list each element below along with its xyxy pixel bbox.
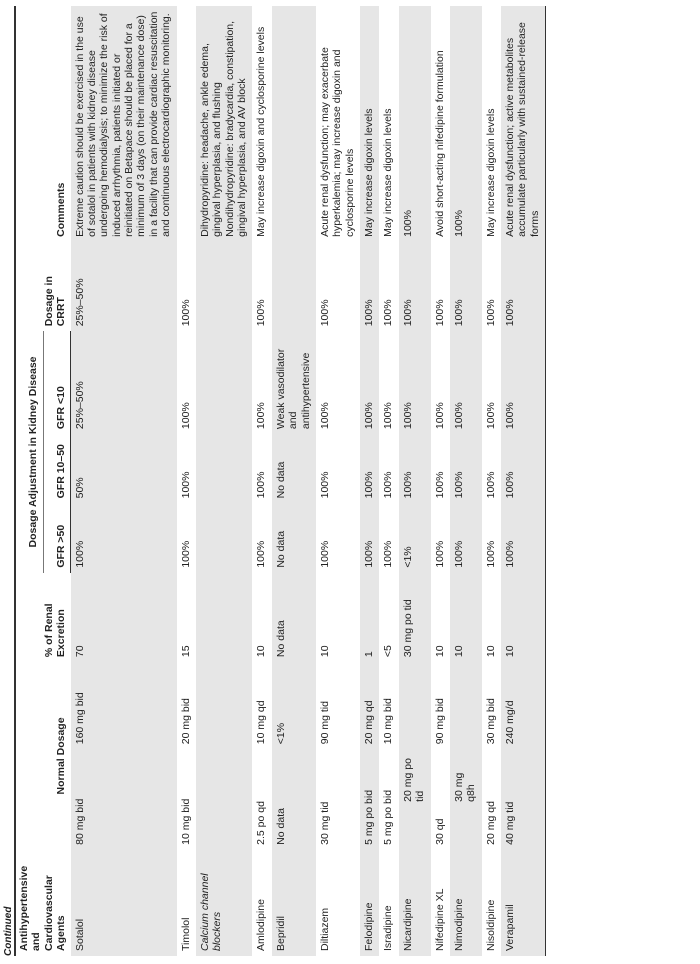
crrt-cell: 100% xyxy=(399,242,431,331)
gfr-gt50-cell: 100% xyxy=(255,540,268,568)
comment-cell: May increase digoxin levels xyxy=(360,6,379,242)
comment-cell: Avoid short-acting nifedipine formulation xyxy=(433,50,446,237)
gfr-lt10-cell: 100% xyxy=(399,331,431,434)
dosage-low-cell: 5 mg po bid xyxy=(382,789,395,845)
dosage-low-cell: 10 mg bid xyxy=(179,798,192,845)
dosage-low-cell: 40 mg tid xyxy=(501,749,546,850)
renal-excretion-cell: 10 xyxy=(484,645,497,658)
header-crrt: Dosage in CRRT xyxy=(15,242,71,331)
crrt-cell: 100% xyxy=(318,299,331,327)
renal-excretion-cell: 15 xyxy=(179,645,192,658)
comment-cell: 100% xyxy=(399,6,431,242)
comment-cell: May increase digoxin levels xyxy=(484,108,497,237)
gfr-lt10-cell: 100% xyxy=(501,331,546,434)
gfr-gt50-cell: 100% xyxy=(318,540,331,568)
renal-excretion-cell: No data xyxy=(272,573,316,662)
gfr-gt50-cell: 100% xyxy=(382,540,395,568)
table-row xyxy=(316,6,360,956)
gfr-10-50-cell: 100% xyxy=(318,471,331,499)
gfr-lt10-cell: Weak vasodilator and antihypertensive xyxy=(272,331,316,434)
agent-cell: Bepridil xyxy=(272,850,316,956)
dosage-low-cell: 5 mg po bid xyxy=(360,749,379,850)
header-renal-excretion: % of Renal Excretion xyxy=(15,573,71,662)
renal-excretion-cell: <5 xyxy=(382,645,395,658)
agent-cell: Calcium channel blockers xyxy=(196,850,253,956)
gfr-10-50-cell: 100% xyxy=(255,471,268,499)
gfr-lt10-cell xyxy=(196,331,253,434)
gfr-10-50-cell: No data xyxy=(272,434,316,503)
header-gfr-lt10: GFR <10 xyxy=(43,331,70,434)
gfr-lt10-cell: 100% xyxy=(179,402,192,430)
crrt-cell: 100% xyxy=(450,242,482,331)
dosage-high-cell: 10 mg bid xyxy=(382,698,395,745)
table-row xyxy=(431,6,450,956)
renal-excretion-cell: 10 xyxy=(318,645,331,658)
dosage-high-cell: 20 mg bid xyxy=(179,698,192,745)
table-row xyxy=(252,6,271,956)
gfr-gt50-cell: No data xyxy=(272,503,316,572)
gfr-gt50-cell: 100% xyxy=(501,503,546,572)
agent-cell: Amlodipine xyxy=(255,899,268,951)
table-body xyxy=(71,6,546,956)
gfr-10-50-cell: 50% xyxy=(71,434,177,503)
table-row xyxy=(71,6,177,956)
dosage-high-cell: 90 mg tid xyxy=(318,701,331,745)
crrt-cell xyxy=(196,242,253,331)
comment-cell: Dihydropyridine: headache, ankle edema, gingival hyperplasia, and flushing Nondihydropyridine: bradycardia, constipation, gingival hyperplasia, and AV block xyxy=(196,6,253,242)
dosage-high-cell: 20 mg qd xyxy=(360,662,379,749)
agent-cell: Nisoldipine xyxy=(484,899,497,951)
gfr-10-50-cell: 100% xyxy=(501,434,546,503)
dosage-low-cell: No data xyxy=(272,749,316,850)
comment-cell: Acute renal dysfunction; may exacerbate hyperkalemia; may increase digoxin and cyclosporine levels xyxy=(318,47,356,237)
gfr-10-50-cell: 100% xyxy=(450,434,482,503)
crrt-cell: 100% xyxy=(179,299,192,327)
gfr-10-50-cell: 100% xyxy=(360,434,379,503)
table-row xyxy=(272,6,316,956)
agent-cell: Diltiazem xyxy=(318,907,331,951)
table-row xyxy=(196,6,253,956)
table-row xyxy=(399,6,431,956)
table-row xyxy=(379,6,398,956)
comment-cell: 100% xyxy=(450,6,482,242)
table-row xyxy=(450,6,482,956)
table-row xyxy=(177,6,196,956)
gfr-gt50-cell: 100% xyxy=(360,503,379,572)
gfr-gt50-cell: 100% xyxy=(71,503,177,572)
dosage-table xyxy=(14,6,546,956)
crrt-cell: 100% xyxy=(382,299,395,327)
renal-excretion-cell: 70 xyxy=(71,573,177,662)
table-row xyxy=(501,6,546,956)
crrt-cell: 100% xyxy=(255,299,268,327)
crrt-cell: 100% xyxy=(360,242,379,331)
header-gfr-gt50: GFR >50 xyxy=(43,503,70,572)
comment-cell: May increase digoxin levels xyxy=(382,108,395,237)
dosage-high-cell: 240 mg/d xyxy=(501,662,546,749)
gfr-10-50-cell xyxy=(196,434,253,503)
renal-excretion-cell: 10 xyxy=(433,645,446,658)
gfr-lt10-cell: 100% xyxy=(382,402,395,430)
dosage-high-cell xyxy=(450,662,482,749)
dosage-low-cell: 30 mg tid xyxy=(318,801,331,845)
comment-cell: Acute renal dysfunction; active metabolites accumulate particularly with sustained-release forms xyxy=(501,6,546,242)
gfr-10-50-cell: 100% xyxy=(399,434,431,503)
dosage-high-cell: <1% xyxy=(272,662,316,749)
dosage-high-cell: 160 mg bid xyxy=(71,662,177,749)
gfr-lt10-cell: 100% xyxy=(360,331,379,434)
renal-excretion-cell: 10 xyxy=(255,645,268,658)
agent-cell: Verapamil xyxy=(501,850,546,956)
comment-cell xyxy=(272,6,316,242)
comment-cell: Extreme caution should be exercised in the use of sotalol in patients with kidney disease undergoing hemodialysis; to minimize the risk of induced arrhythmia, patients initiated or reinitiated on Betapace should be placed for a minimum of 3 days (on their maintenance dose) in a facility that can provide cardiac resuscitation and continuous electrocardiographic monitoring. xyxy=(71,6,177,242)
header-agents: Antihypertensive and Cardiovascular Agents xyxy=(15,850,71,956)
dosage-high-cell: 30 mg bid xyxy=(484,698,497,745)
gfr-10-50-cell: 100% xyxy=(382,471,395,499)
crrt-cell: 100% xyxy=(501,242,546,331)
table-row xyxy=(482,6,501,956)
gfr-lt10-cell: 25%–50% xyxy=(71,331,177,434)
gfr-lt10-cell: 100% xyxy=(318,402,331,430)
gfr-lt10-cell: 100% xyxy=(484,402,497,430)
crrt-cell: 100% xyxy=(484,299,497,327)
crrt-cell: 100% xyxy=(433,299,446,327)
crrt-cell: 25%–50% xyxy=(71,242,177,331)
agent-cell: Nicardipine xyxy=(399,850,431,956)
agent-cell: Timolol xyxy=(179,917,192,951)
dosage-low-cell: 30 qd xyxy=(433,818,446,845)
dosage-high-cell xyxy=(399,662,431,749)
dosage-low-cell: 2.5 po qd xyxy=(255,801,268,845)
dosage-low-cell: 80 mg bid xyxy=(71,749,177,850)
header-comments: Comments xyxy=(15,6,71,242)
header-dosage-adjustment: Dosage Adjustment in Kidney Disease xyxy=(15,331,43,572)
renal-excretion-cell: 30 mg po tid xyxy=(399,573,431,662)
gfr-lt10-cell: 100% xyxy=(255,402,268,430)
gfr-gt50-cell: <1% xyxy=(399,503,431,572)
gfr-10-50-cell: 100% xyxy=(433,471,446,499)
gfr-gt50-cell: 100% xyxy=(433,540,446,568)
renal-excretion-cell xyxy=(196,573,253,662)
gfr-gt50-cell: 100% xyxy=(450,503,482,572)
renal-excretion-cell: 1 xyxy=(360,573,379,662)
gfr-lt10-cell: 100% xyxy=(433,402,446,430)
agent-cell: Nifedipine XL xyxy=(433,888,446,951)
dosage-low-cell: 20 mg po tid xyxy=(399,749,431,850)
header-normal-dosage: Normal Dosage xyxy=(15,662,71,850)
gfr-10-50-cell: 100% xyxy=(484,471,497,499)
agent-cell: Isradipine xyxy=(382,905,395,951)
gfr-gt50-cell: 100% xyxy=(484,540,497,568)
renal-excretion-cell: 10 xyxy=(450,573,482,662)
gfr-lt10-cell: 100% xyxy=(450,331,482,434)
renal-excretion-cell: 10 xyxy=(501,573,546,662)
gfr-gt50-cell: 100% xyxy=(179,540,192,568)
crrt-cell xyxy=(272,242,316,331)
agent-cell: Felodipine xyxy=(360,850,379,956)
dosage-low-cell: 20 mg qd xyxy=(484,801,497,845)
dosage-high-cell: 90 mg bid xyxy=(433,698,446,745)
comment-cell xyxy=(177,6,196,242)
dosage-high-cell: 10 mg qd xyxy=(255,700,268,745)
dosage-high-cell xyxy=(196,662,253,749)
dosage-low-cell xyxy=(196,749,253,850)
header-gfr-10-50: GFR 10–50 xyxy=(43,434,70,503)
dosage-low-cell: 30 mg q8h xyxy=(450,749,482,850)
comment-cell: May increase digoxin and cyclosporine levels xyxy=(255,26,268,237)
continued-caption: Continued xyxy=(3,906,14,956)
gfr-10-50-cell: 100% xyxy=(179,471,192,499)
agent-cell: Sotalol xyxy=(71,850,177,956)
agent-cell: Nimodipine xyxy=(450,850,482,956)
gfr-gt50-cell xyxy=(196,503,253,572)
table-row xyxy=(360,6,379,956)
